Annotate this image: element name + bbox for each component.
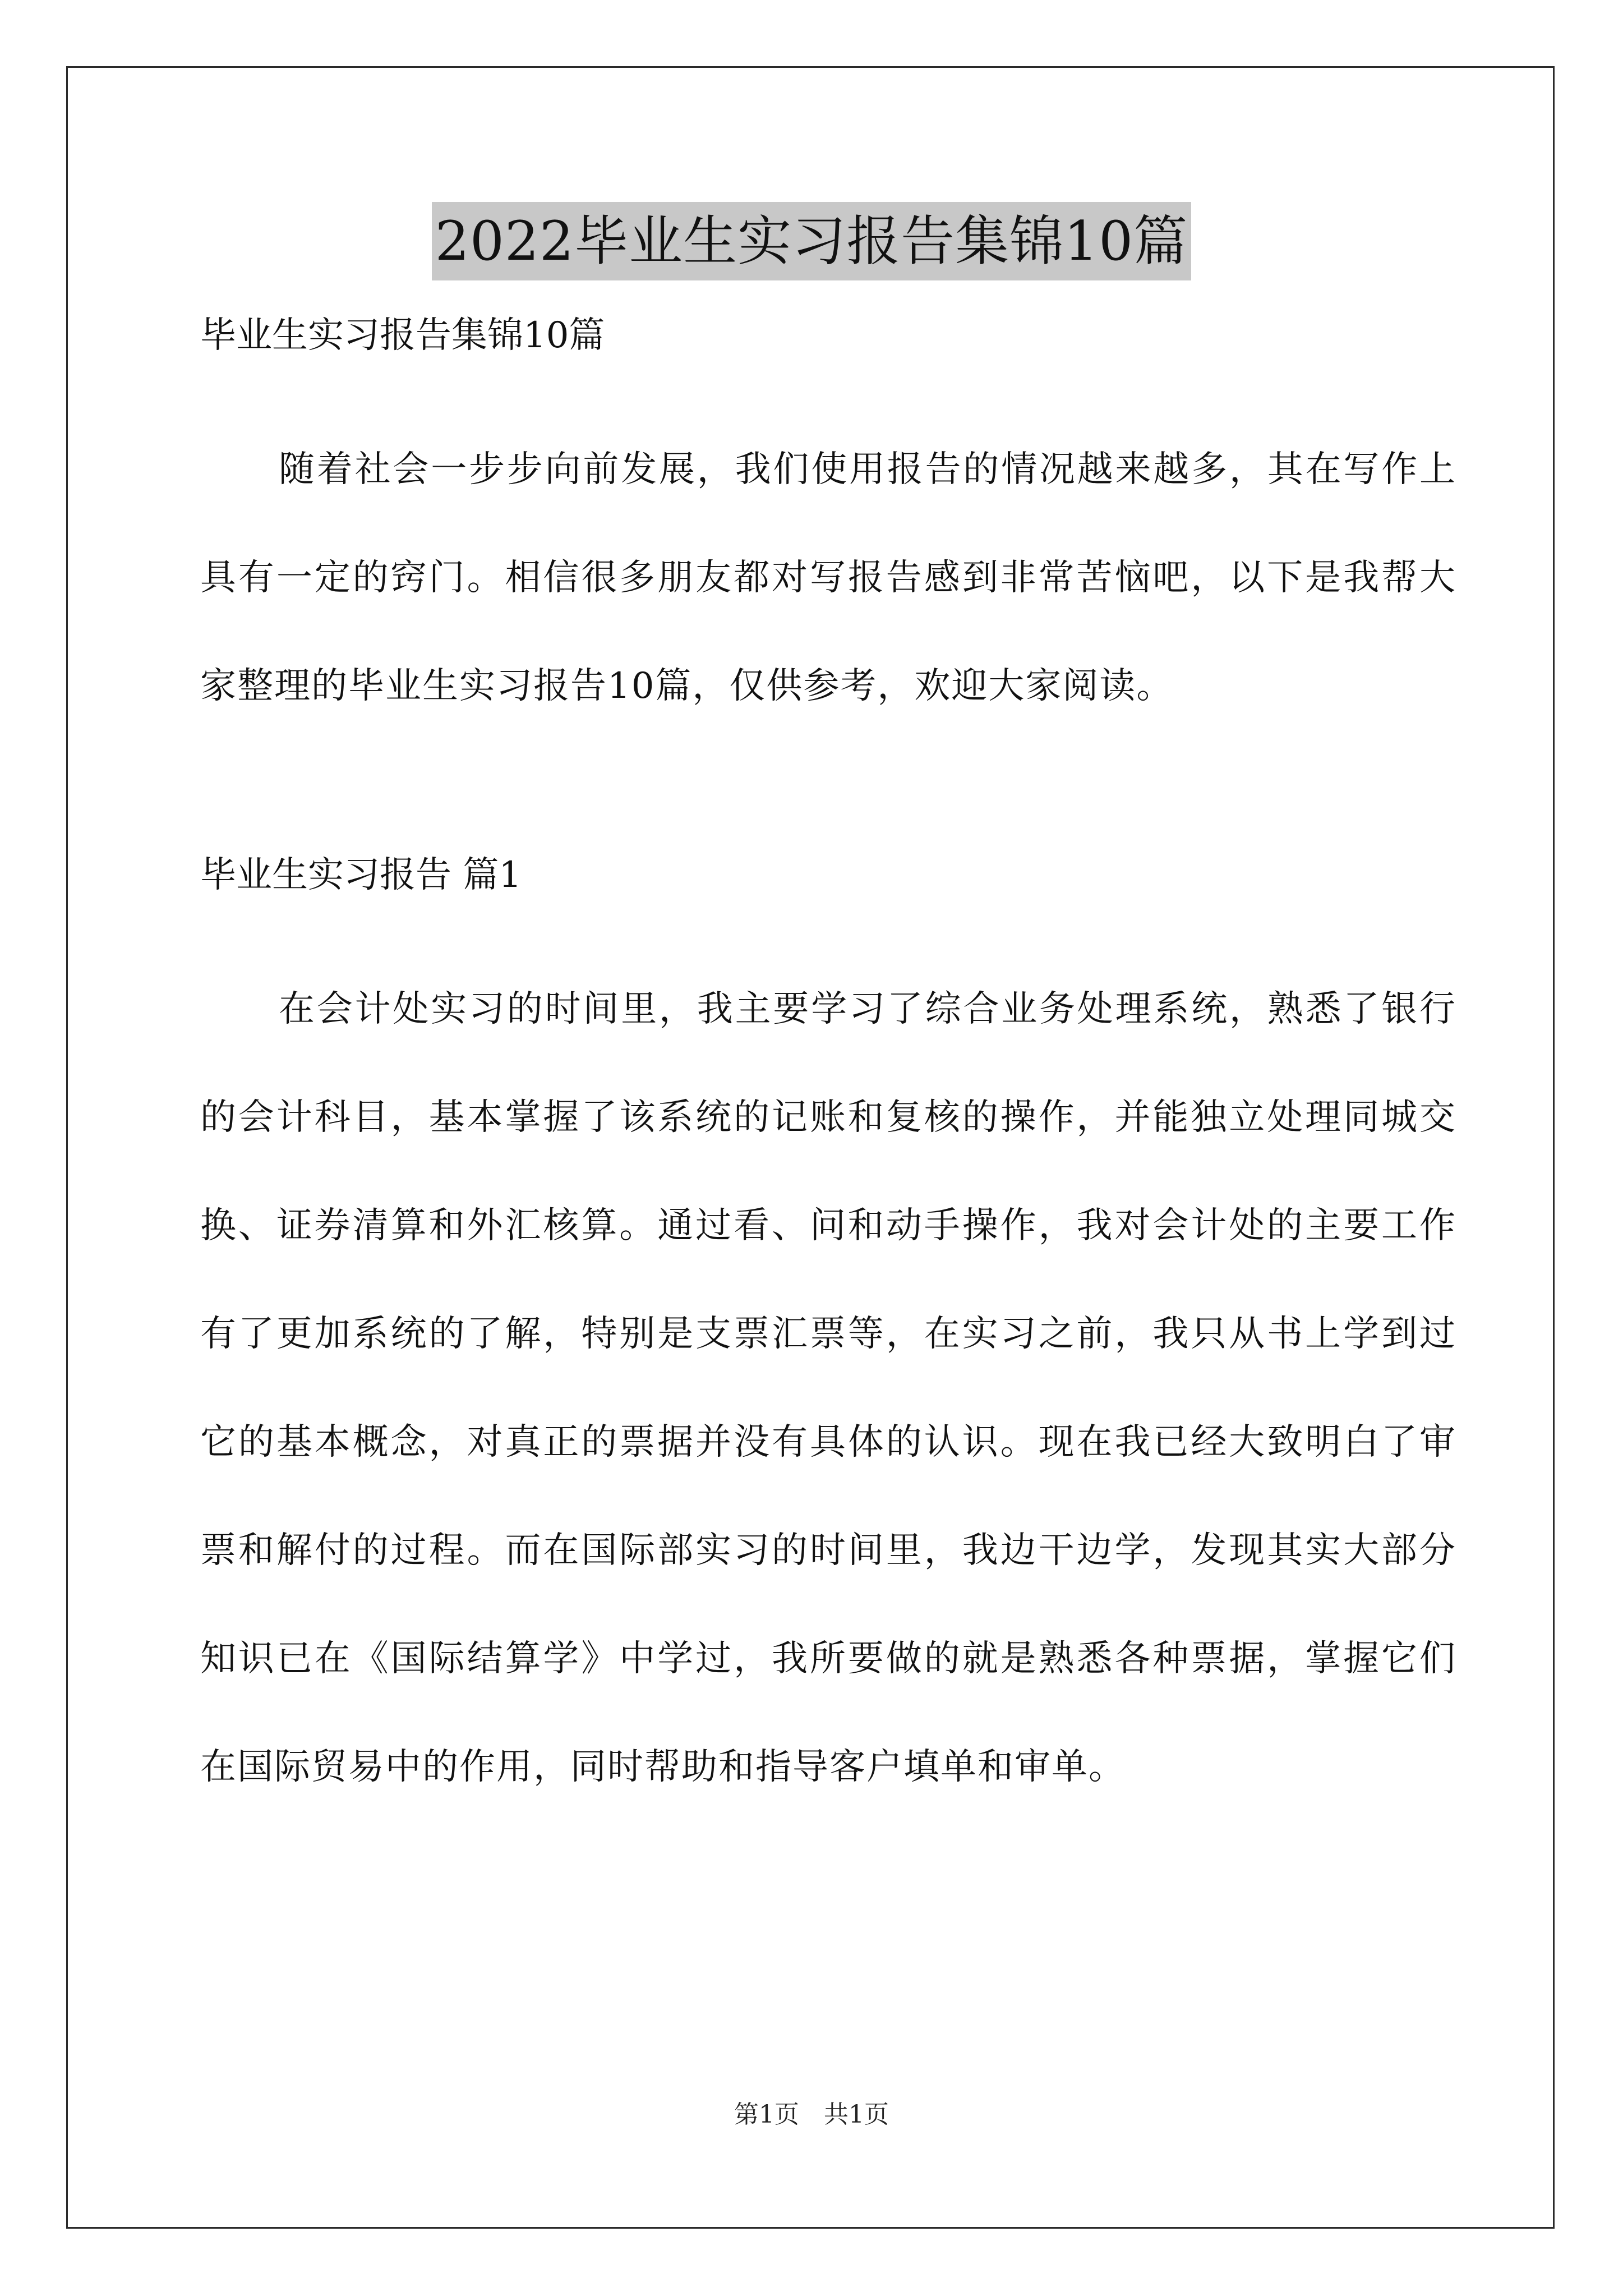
intro-paragraph: 随着社会一步步向前发展，我们使用报告的情况越来越多，其在写作上具有一定的窍门。相信很多朋友都对写报告感到非常苦恼吧，以下是我帮大家整理的毕业生实习报告10篇，仅供参考，欢迎大家阅读。 <box>200 449 1456 707</box>
page-footer <box>0 2098 1623 2132</box>
page-total: 共1页 <box>824 2100 889 2129</box>
document-body <box>200 307 1456 1821</box>
document-title: 2022毕业生实习报告集锦10篇 <box>432 202 1191 280</box>
section-paragraph: 在会计处实习的时间里，我主要学习了综合业务处理系统，熟悉了银行的会计科目，基本掌握了该系统的记账和复核的操作，并能独立处理同城交换、证券清算和外汇核算。通过看、问和动手操作，我对会计处的主要工作有了更加系统的了解，特别是支票汇票等，在实习之前，我只从书上学到过它的基本概念，对真正的票据并没有具体的认识。现在我已经大致明白了审票和解付的过程。而在国际部实习的时间里，我边干边学，发现其实大部分知识已在《国际结算学》中学过，我所要做的就是熟悉各种票据，掌握它们在国际贸易中的作用，同时帮助和指导客户填单和审单。 <box>200 988 1456 1788</box>
page-number: 第1页 <box>734 2100 799 2129</box>
title-container <box>0 202 1623 280</box>
section-heading: 毕业生实习报告 篇1 <box>200 854 522 896</box>
document-subtitle: 毕业生实习报告集锦10篇 <box>200 315 605 356</box>
spacer <box>200 903 1456 955</box>
spacer <box>200 364 1456 416</box>
spacer <box>200 740 1456 847</box>
